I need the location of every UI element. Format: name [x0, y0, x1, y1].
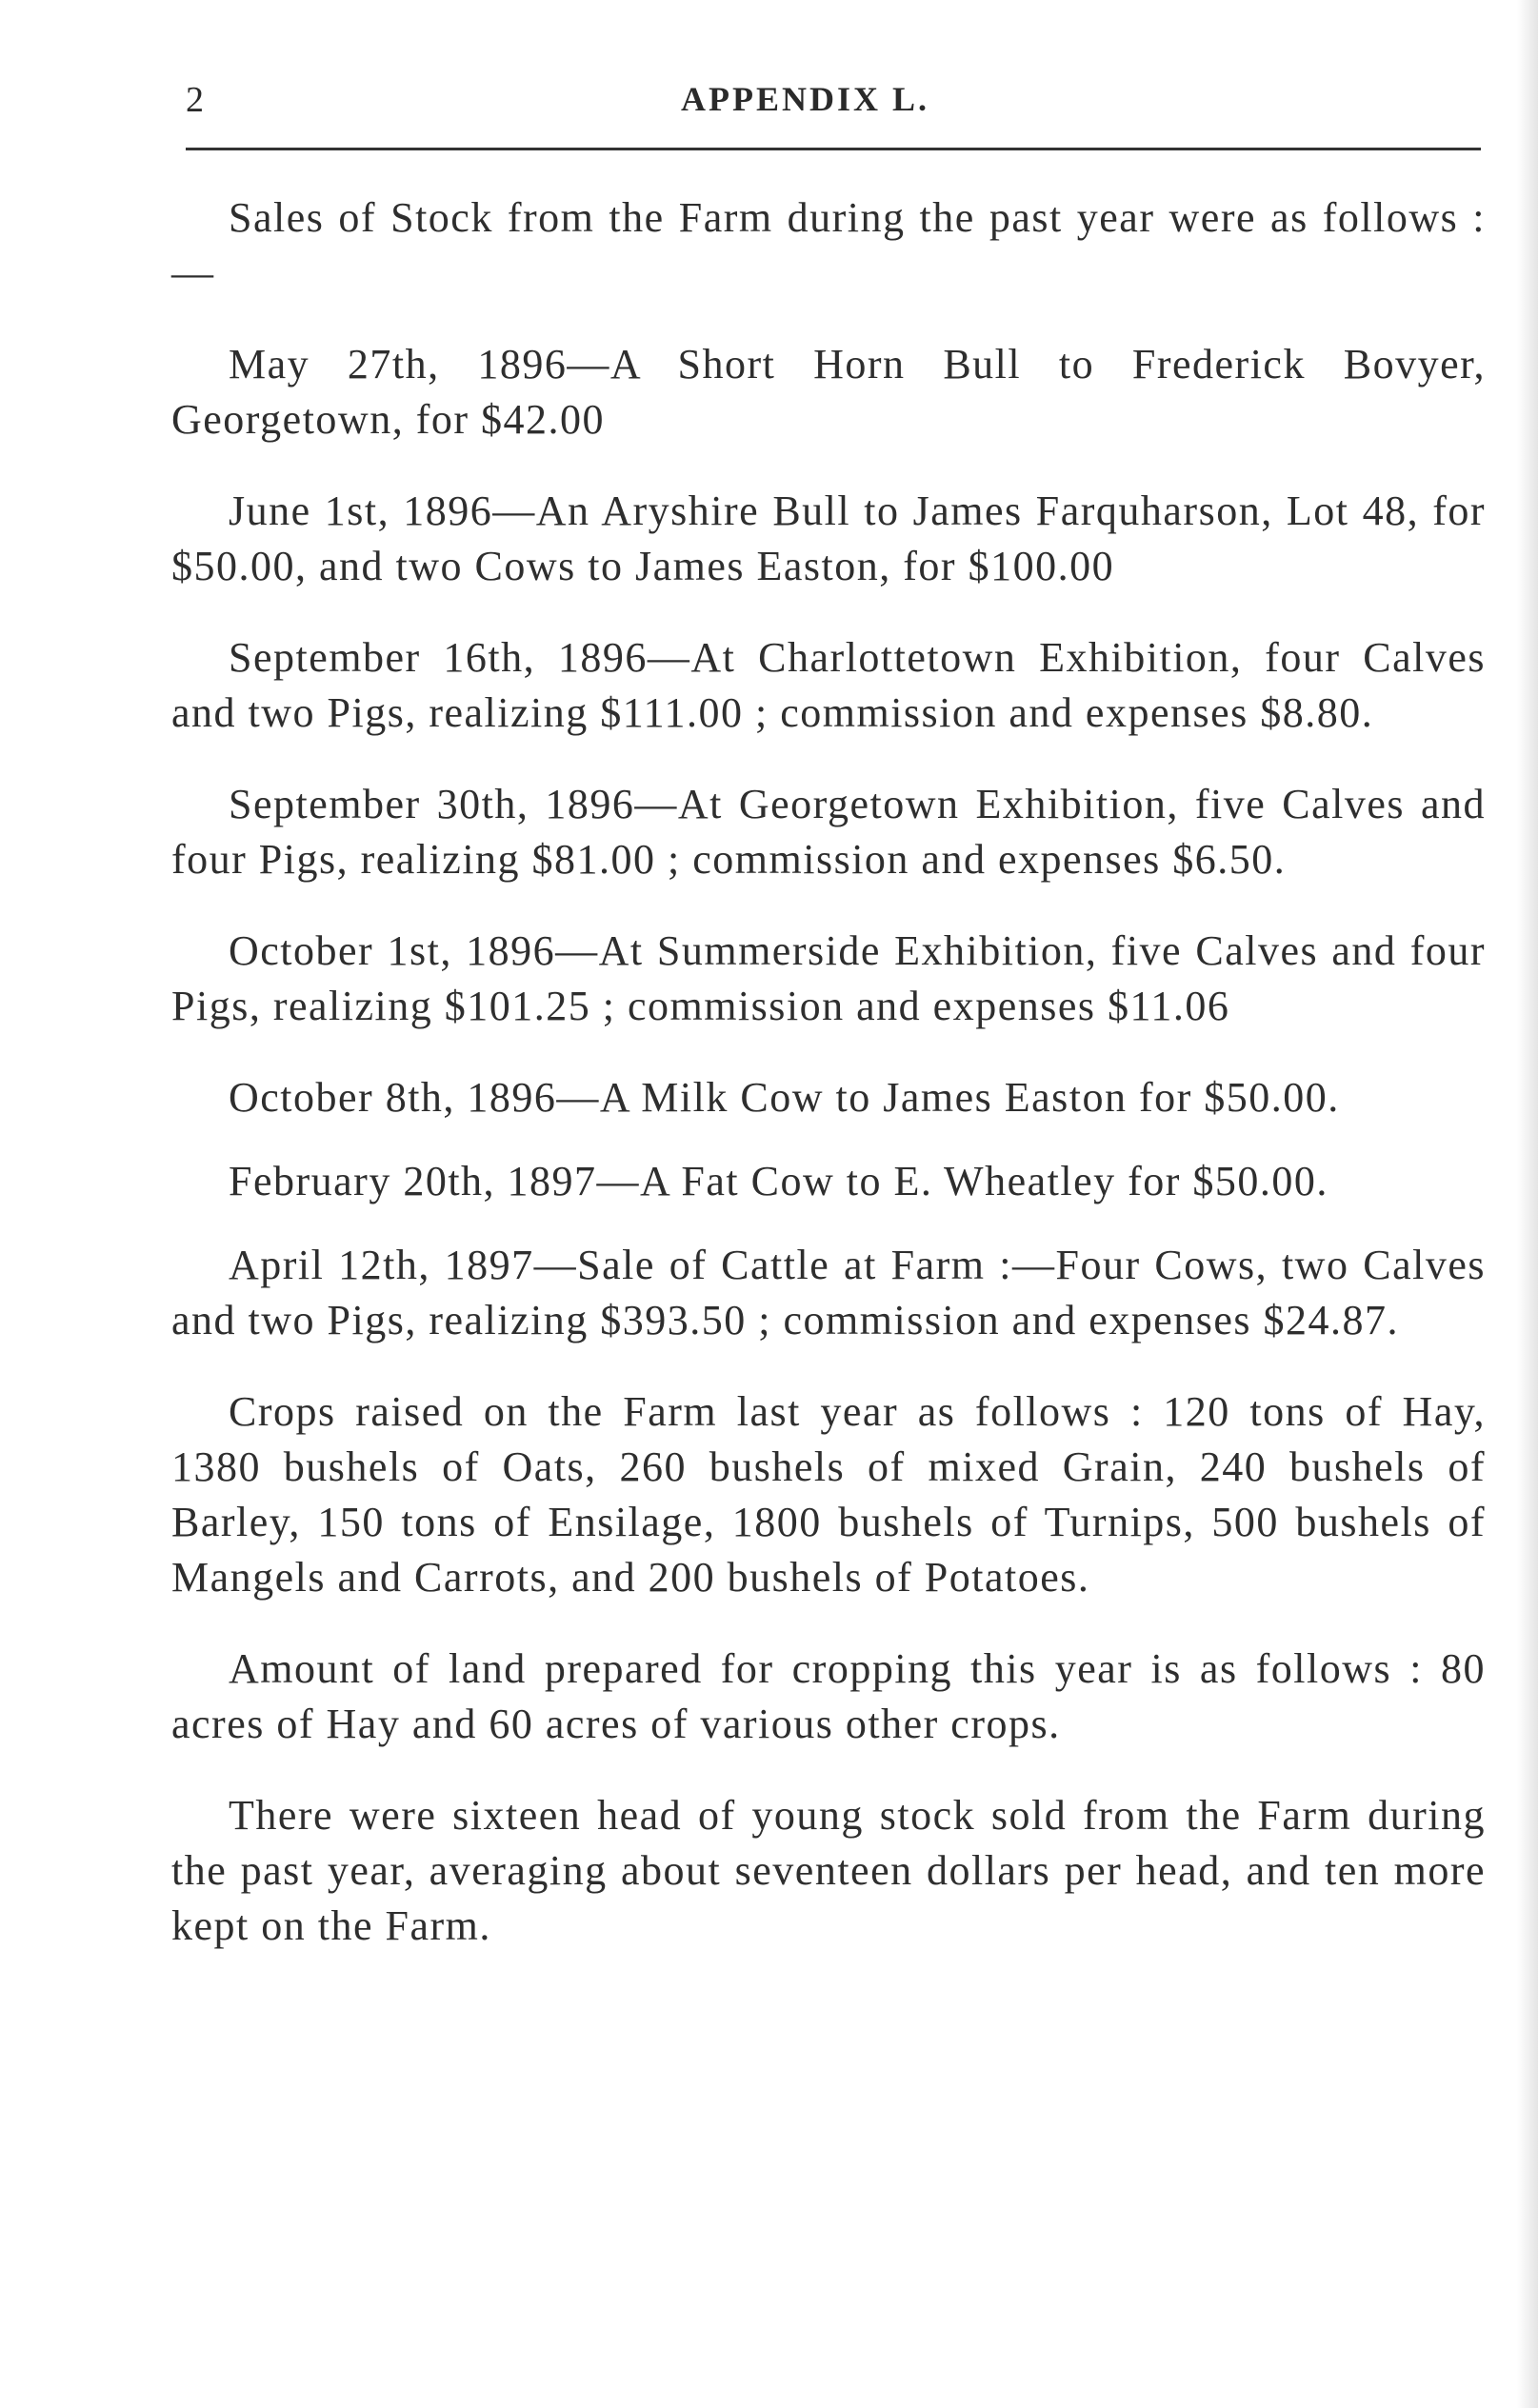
header-rule: [186, 148, 1481, 150]
running-head: APPENDIX L.: [681, 80, 930, 118]
paragraph-crops-raised: Crops raised on the Farm last year as follows : 120 tons of Hay, 1380 bushels of Oats, 260 bushels of mixed Grain, 240 bushels of Barley, 150 tons of Ensilage, 1800 bushels of Turnips, 500 bushels of Mangels and Carrots, and 200 bushels of Potatoes.: [171, 1388, 1486, 1601]
page-header: [186, 71, 1481, 138]
paragraph-sale-apr-12: April 12th, 1897—Sale of Cattle at Farm :—Four Cows, two Calves and two Pigs, realizing $393.50 ; commission and expenses $24.87.: [171, 1242, 1486, 1343]
paragraph-land-prepared: Amount of land prepared for cropping this year is as follows : 80 acres of Hay and 60 acres of various other crops.: [171, 1645, 1486, 1747]
paragraph-sales-intro: Sales of Stock from the Farm during the past year were as follows :—: [171, 194, 1486, 296]
body-text: [171, 190, 1486, 1990]
paragraph-young-stock: There were sixteen head of young stock sold from the Farm during the past year, averaging about seventeen dollars per head, and ten more kept on the Farm.: [171, 1792, 1486, 1949]
paragraph-sale-may-27: May 27th, 1896—A Short Horn Bull to Frederick Bovyer, Georgetown, for $42.00: [171, 341, 1486, 443]
paragraph-sale-june-1: June 1st, 1896—An Aryshire Bull to James Farquharson, Lot 48, for $50.00, and two Cows to James Easton, for $100.00: [171, 488, 1486, 589]
paragraph-sale-oct-1: October 1st, 1896—At Summerside Exhibition, five Calves and four Pigs, realizing $101.25 ; commission and expenses $11.06: [171, 927, 1486, 1029]
paragraph-sale-sept-16: September 16th, 1896—At Charlottetown Exhibition, four Calves and two Pigs, realizing $111.00 ; commission and expenses $8.80.: [171, 634, 1486, 736]
page-edge-shadow: [1517, 0, 1538, 2408]
paragraph-sale-feb-20: February 20th, 1897—A Fat Cow to E. Wheatley for $50.00.: [229, 1158, 1328, 1204]
page-number: 2: [186, 80, 204, 120]
paragraph-sale-oct-8: October 8th, 1896—A Milk Cow to James Easton for $50.00.: [229, 1074, 1340, 1121]
paragraph-sale-sept-30: September 30th, 1896—At Georgetown Exhibition, five Calves and four Pigs, realizing $81.00 ; commission and expenses $6.50.: [171, 781, 1486, 883]
